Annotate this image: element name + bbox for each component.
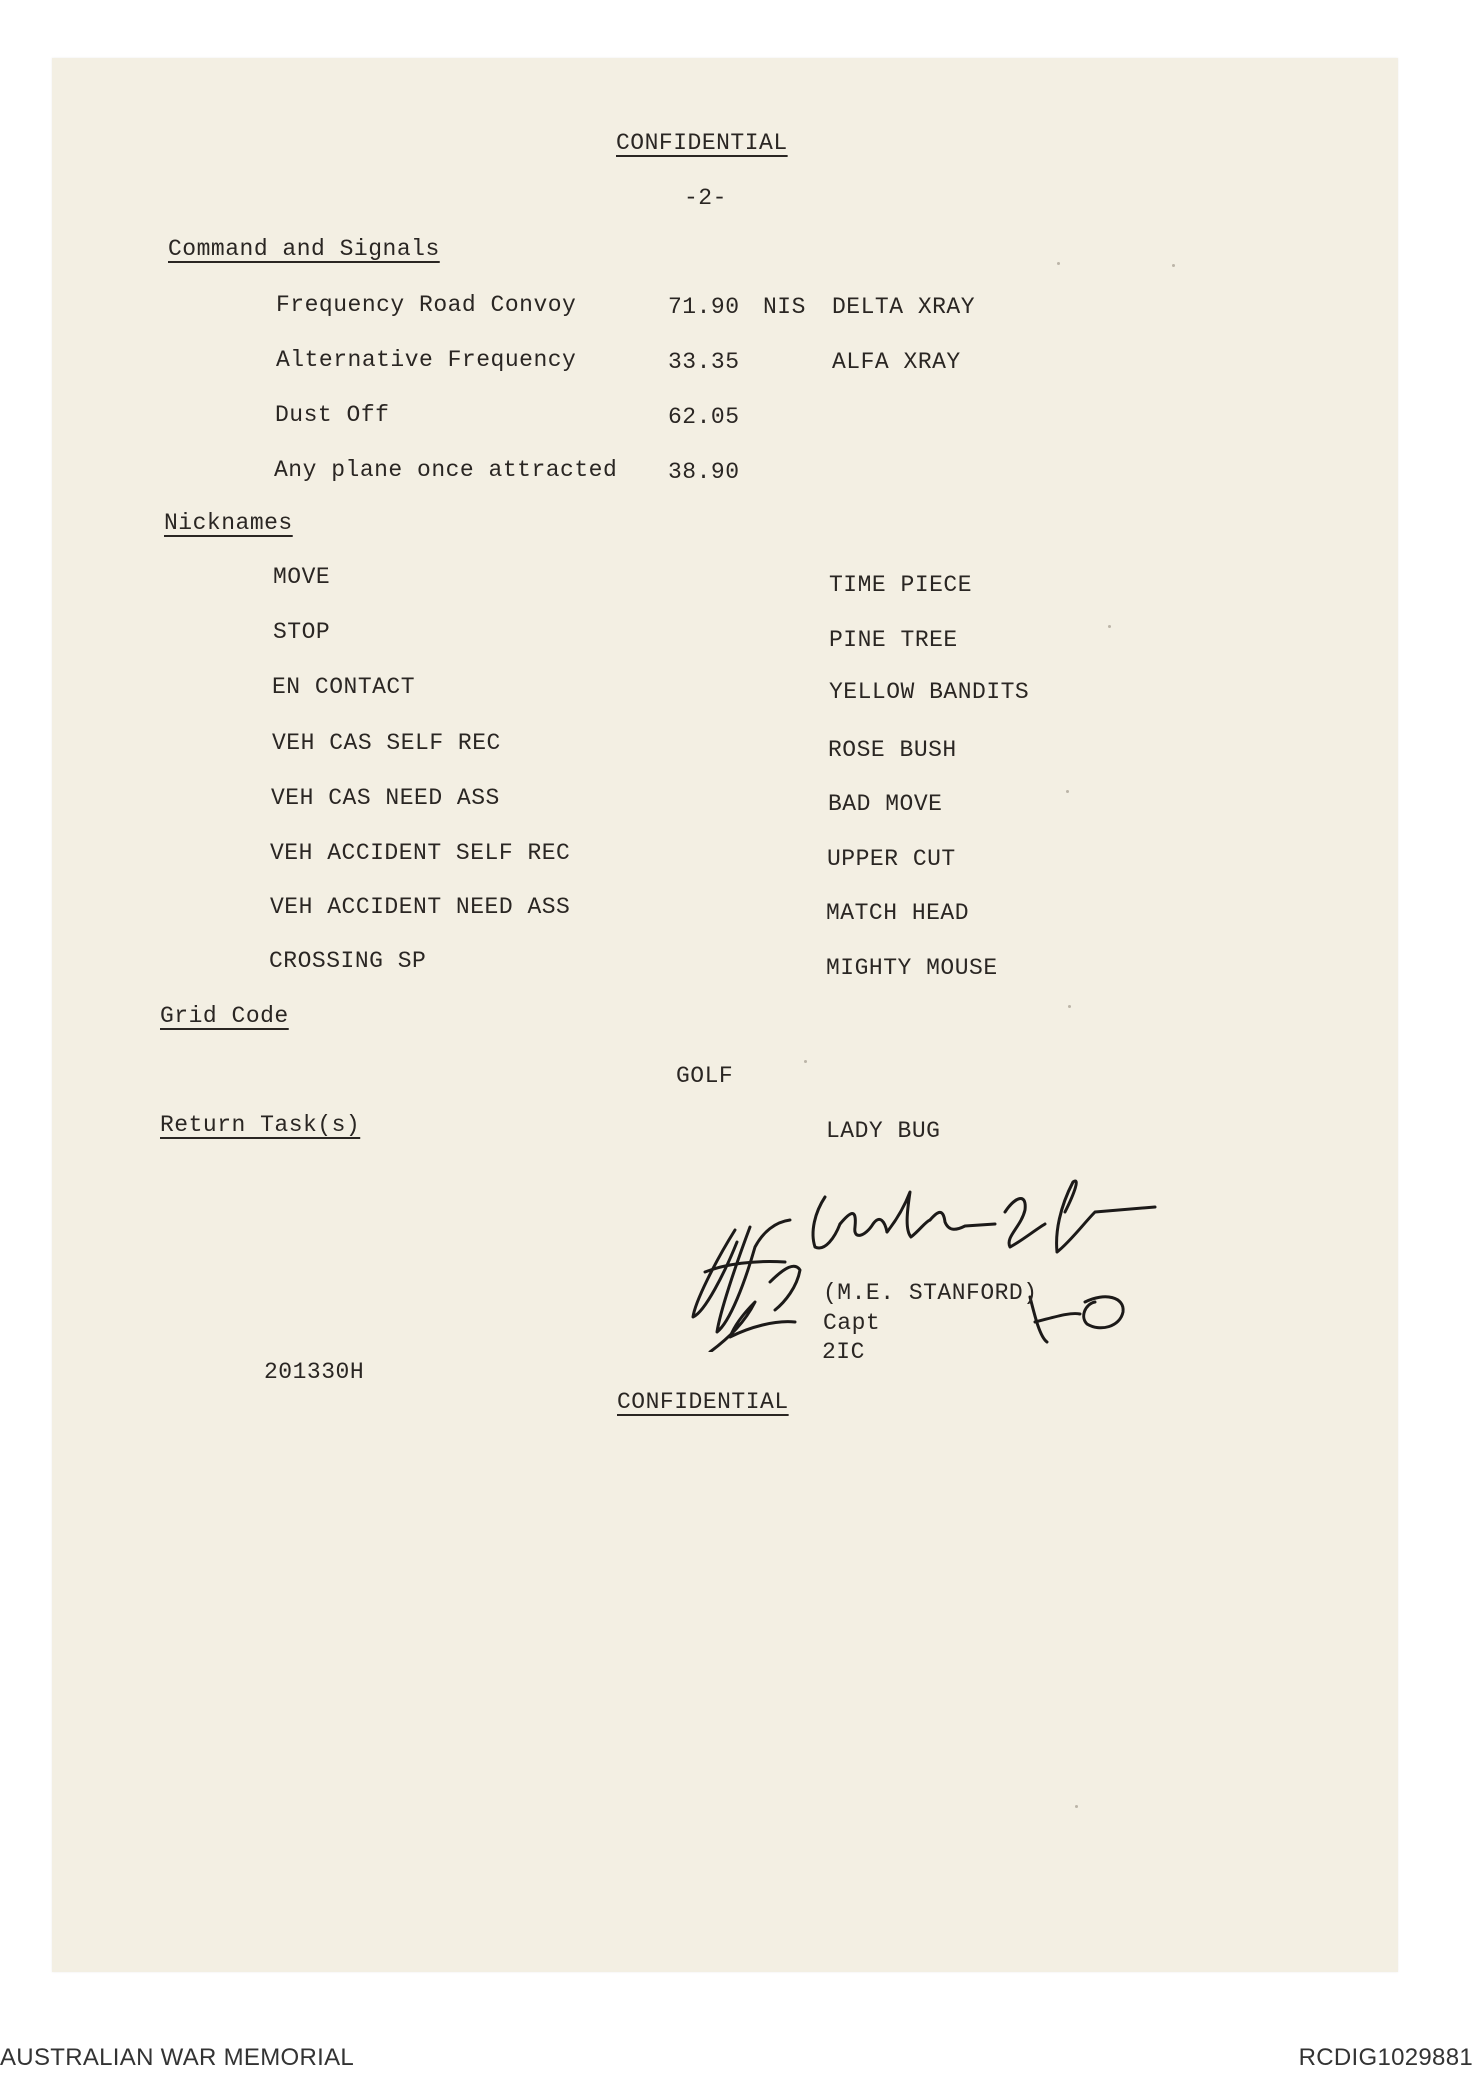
signal-frequency: 71.90 [668,294,740,320]
nickname-term: VEH CAS NEED ASS [271,785,500,811]
nickname-term: VEH ACCIDENT NEED ASS [270,894,571,920]
signal-callsign: DELTA XRAY [832,294,976,320]
paper-speck [1172,264,1175,267]
section-heading-command-signals: Command and Signals [168,236,440,262]
nickname-value: MIGHTY MOUSE [826,955,998,981]
nickname-term: STOP [273,619,331,645]
classification-footer: CONFIDENTIAL [617,1389,789,1415]
nickname-value: ROSE BUSH [828,737,957,763]
paper-speck [1108,625,1111,628]
paper-speck [1075,1805,1078,1808]
nickname-value: YELLOW BANDITS [829,679,1030,705]
paper-speck [1066,790,1069,793]
paper-speck [1068,1005,1071,1008]
nickname-term: VEH CAS SELF REC [272,730,501,756]
nickname-term: CROSSING SP [269,948,427,974]
section-heading-grid-code: Grid Code [160,1003,289,1029]
date-time-group: 201330H [264,1359,365,1385]
signal-extra: NIS [763,294,806,320]
grid-code-value: GOLF [676,1063,734,1089]
signatory-appointment: 2IC [822,1339,865,1365]
paper-speck [1057,262,1060,265]
archive-institution: AUSTRALIAN WAR MEMORIAL [0,2044,355,2071]
signal-frequency: 38.90 [668,459,740,485]
signal-label: Frequency Road Convoy [276,292,577,318]
nickname-value: PINE TREE [829,627,958,653]
section-heading-nicknames: Nicknames [164,510,293,536]
nickname-value: MATCH HEAD [826,900,970,926]
nickname-value: BAD MOVE [828,791,943,817]
signatory-rank: Capt [823,1310,881,1336]
page-number: -2- [684,185,727,211]
handwritten-signature [675,1152,1175,1352]
archive-reference: RCDIG1029881 [1298,2044,1473,2071]
nickname-term: EN CONTACT [272,674,416,700]
nickname-term: VEH ACCIDENT SELF REC [270,840,571,866]
nickname-value: UPPER CUT [827,846,956,872]
signatory-name: (M.E. STANFORD) [823,1280,1038,1306]
classification-header: CONFIDENTIAL [616,130,788,156]
signal-label: Alternative Frequency [276,347,577,373]
signal-label: Dust Off [275,402,390,428]
return-tasks-value: LADY BUG [826,1118,941,1144]
signal-callsign: ALFA XRAY [832,349,961,375]
signal-frequency: 33.35 [668,349,740,375]
nickname-term: MOVE [273,564,331,590]
signal-frequency: 62.05 [668,404,740,430]
signal-label: Any plane once attracted [274,457,618,483]
paper-speck [804,1060,807,1063]
section-heading-return-tasks: Return Task(s) [160,1112,361,1138]
nickname-value: TIME PIECE [829,572,973,598]
